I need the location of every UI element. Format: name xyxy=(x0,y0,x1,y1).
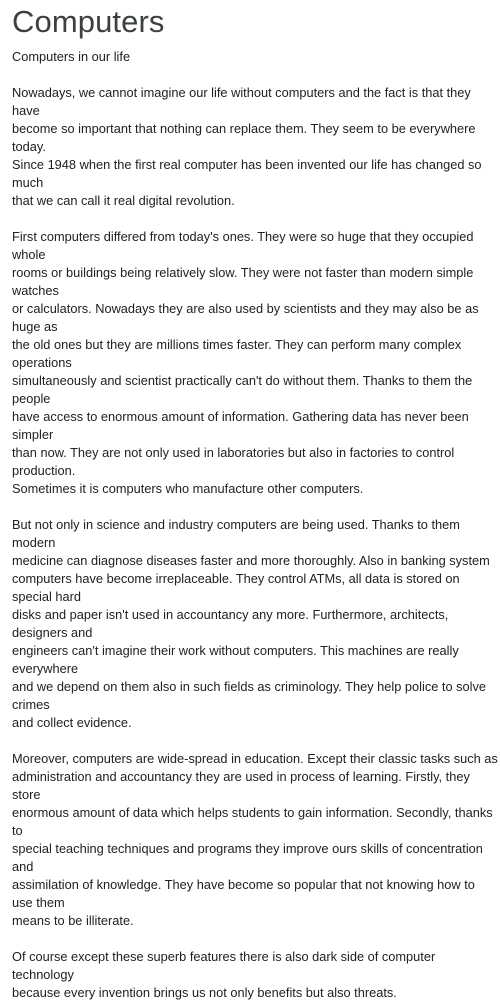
document-title: Computers xyxy=(12,4,165,39)
paragraph-1: Nowadays, we cannot imagine our life without computers and the fact is that they have become so important that nothing can replace them. They seem to be everywhere today. Since 1948 when the first real computer has been invented our life has changed so much that we can call it real digital revolution. xyxy=(12,85,482,208)
paragraph-5: Of course except these superb features there is also dark side of computer technology because every invention brings us not only benefits but also threats. xyxy=(12,949,436,1000)
document xyxy=(12,4,498,1002)
document-subtitle: Computers in our life xyxy=(12,49,131,64)
paragraph-2: First computers differed from today's ones. They were so huge that they occupied whole rooms or buildings being relatively slow. They were not faster than modern simple watches or calculators. Nowadays they are also used by scientists and they may also be as huge as the old ones but they are millions times faster. They can perform many complex operations simultaneously and scientist practically can't do without them. Thanks to them the people have access to enormous amount of information. Gathering data has never been simpler than now. They are not only used in laboratories but also in factories to control production. Sometimes it is computers who manufacture other computers. xyxy=(12,229,479,496)
paragraph-4: Moreover, computers are wide-spread in education. Except their classic tasks such as administration and accountancy they are used in process of learning. Firstly, they store enormous amount of data which helps students to gain information. Secondly, thanks to special teaching techniques and programs they improve ours skills of concentration and assimilation of knowledge. They have become so popular that not knowing how to use them means to be illiterate. xyxy=(12,751,498,928)
paragraph-3: But not only in science and industry computers are being used. Thanks to them modern medicine can diagnose diseases faster and more thoroughly. Also in banking system computers have become irreplaceable. They control ATMs, all data is stored on special hard disks and paper isn't used in accountancy any more. Furthermore, architects, designers and engineers can't imagine their work without computers. This machines are really everywhere and we depend on them also in such fields as criminology. They help police to solve crimes and collect evidence. xyxy=(12,517,490,730)
